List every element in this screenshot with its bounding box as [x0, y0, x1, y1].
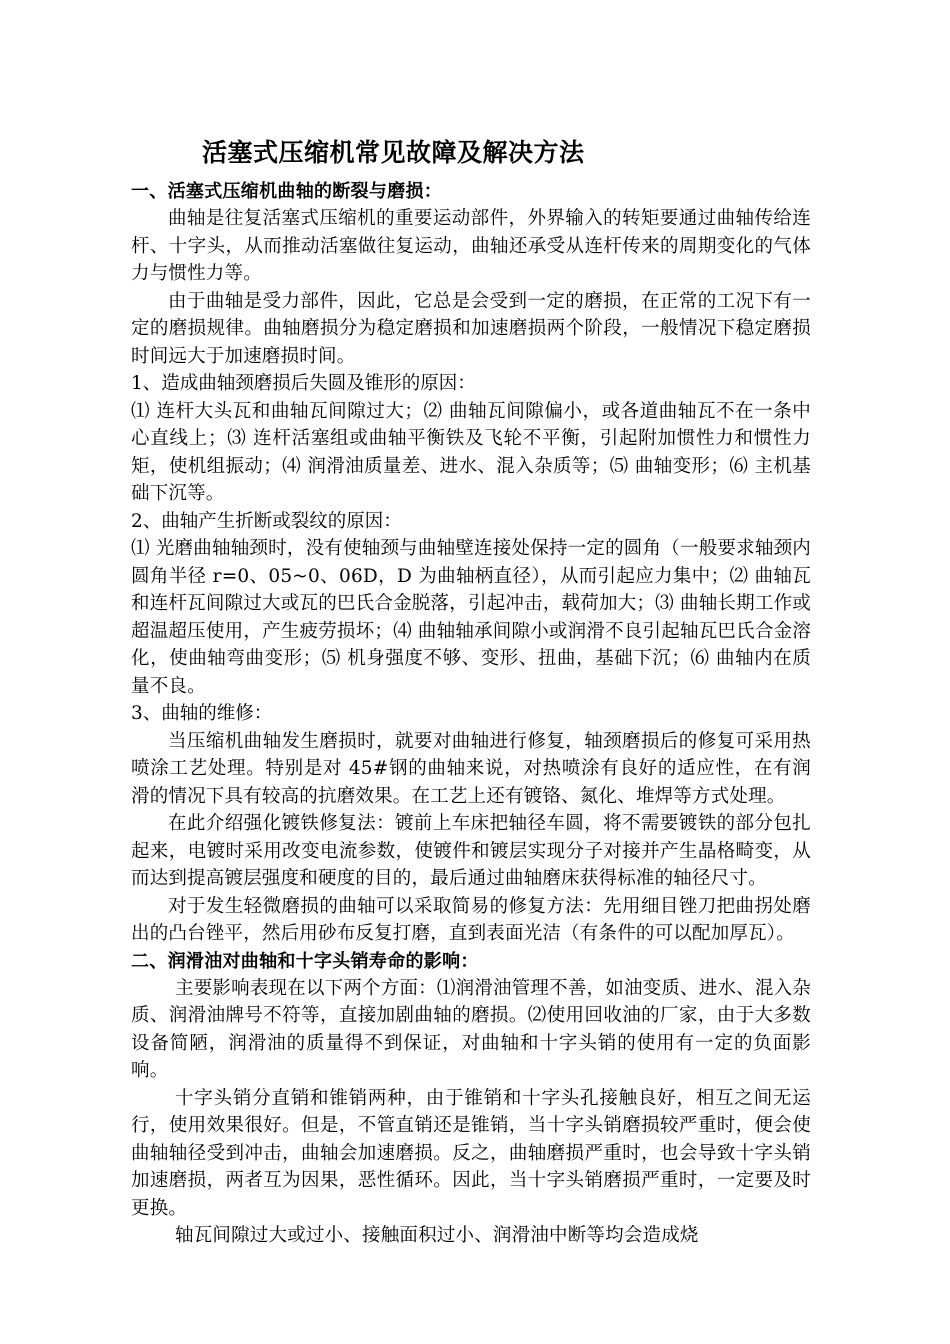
document-title: 活塞式压缩机常见故障及解决方法	[202, 138, 585, 167]
section-1-paragraph-2: 由于曲轴是受力部件，因此，它总是会受到一定的磨损，在正常的工况下有一定的磨损规律。曲轴磨损分为稳定磨损和加速磨损两个阶段，一般情况下稳定磨损时间远大于加速磨损时间。	[131, 290, 811, 367]
section-2-heading: 二、润滑油对曲轴和十字头销寿命的影响：	[131, 950, 479, 972]
document-content	[131, 138, 811, 1250]
section-1-paragraph-5: 对于发生轻微磨损的曲轴可以采取简易的修复方法：先用细目锉刀把曲拐处磨出的凸台锉平，然后用砂布反复打磨，直到表面光洁（有条件的可以配加厚瓦）。	[131, 895, 811, 944]
title-spacer	[131, 168, 811, 178]
section-1-heading: 一、活塞式压缩机曲轴的断裂与磨损：	[131, 181, 443, 202]
subheading-1: 1、造成曲轴颈磨损后失圆及锥形的原因：	[131, 373, 476, 394]
section-1-paragraph-3: 当压缩机曲轴发生磨损时，就要对曲轴进行修复，轴颈磨损后的修复可采用热喷涂工艺处理。特别是对 45#钢的曲轴来说，对热喷涂有良好的适应性，在有润滑的情况下具有较高的抗磨效果。在工艺上还有镀铬、氮化、堆焊等方式处理。	[131, 730, 811, 807]
section-1-paragraph-1: 曲轴是往复活塞式压缩机的重要运动部件，外界输入的转矩要通过曲轴传给连杆、十字头，从而推动活塞做往复运动，曲轴还承受从连杆传来的周期变化的气体力与惯性力等。	[131, 208, 811, 284]
section-1-paragraph-4: 在此介绍强化镀铁修复法：镀前上车床把轴径车圆，将不需要镀铁的部分包扎起来，电镀时采用改变电流参数，使镀件和镀层实现分子对接并产生晶格畸变，从而达到提高镀层强度和硬度的目的，最后通过曲轴磨床获得标准的轴径尺寸。	[131, 813, 811, 889]
section-2-paragraph-3: 轴瓦间隙过大或过小、接触面积过小、润滑油中断等均会造成烧	[175, 1225, 699, 1246]
section-2-paragraph-1: 主要影响表现在以下两个方面：⑴润滑油管理不善，如油变质、进水、混入杂质、润滑油牌号不符等，直接加剧曲轴的磨损。⑵使用回收油的厂家，由于大多数设备简陋，润滑油的质量得不到保证，对曲轴和十字头销的使用有一定的负面影响。	[131, 977, 811, 1081]
subheading-1-text: ⑴ 连杆大头瓦和曲轴瓦间隙过大；⑵ 曲轴瓦间隙偏小，或各道曲轴瓦不在一条中心直线上；⑶ 连杆活塞组或曲轴平衡铁及飞轮不平衡，引起附加惯性力和惯性力矩，使机组振动；⑷ 润滑油质量差、进水、混入杂质等；⑸ 曲轴变形；⑹ 主机基础下沉等。	[131, 400, 811, 504]
subheading-2: 2、曲轴产生折断或裂纹的原因：	[131, 510, 402, 532]
subheading-3: 3、曲轴的维修：	[131, 703, 273, 724]
subheading-2-text: ⑴ 光磨曲轴轴颈时，没有使轴颈与曲轴壁连接处保持一定的圆角（一般要求轴颈内圆角半径 r=0、05~0、06D，D 为曲轴柄直径），从而引起应力集中；⑵ 曲轴瓦和连杆瓦间隙过大或瓦的巴氏合金脱落，引起冲击，载荷加大；⑶ 曲轴长期工作或超温超压使用，产生疲劳损坏；⑷ 曲轴轴承间隙小或润滑不良引起轴瓦巴氏合金溶化，使曲轴弯曲变形；⑸ 机身强度不够、变形、扭曲，基础下沉；⑹ 曲轴内在质量不良。	[131, 538, 811, 697]
section-2-paragraph-2: 十字头销分直销和锥销两种，由于锥销和十字头孔接触良好，相互之间无运行，使用效果很好。但是，不管直销还是锥销，当十字头销磨损较严重时，便会使曲轴轴径受到冲击，曲轴会加速磨损。反之，曲轴磨损严重时，也会导致十字头销加速磨损，两者互为因果，恶性循环。因此，当十字头销磨损严重时，一定要及时更换。	[131, 1087, 811, 1219]
